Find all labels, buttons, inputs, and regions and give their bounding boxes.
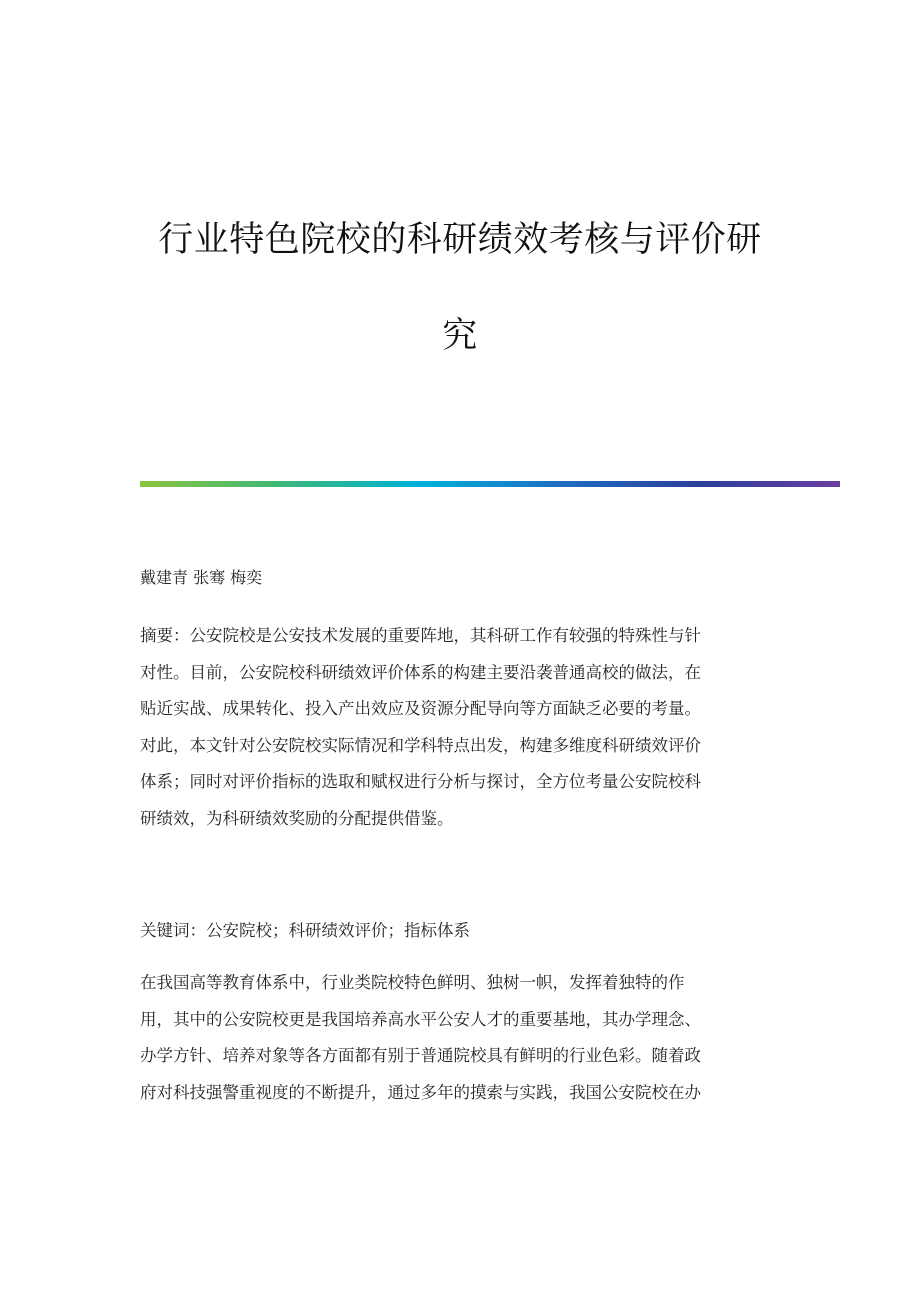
abstract-line: 对此，本文针对公安院校实际情况和学科特点出发，构建多维度科研绩效评价 xyxy=(140,735,701,755)
body-line: 在我国高等教育体系中，行业类院校特色鲜明、独树一帜，发挥着独特的作 xyxy=(140,973,685,992)
abstract-line: 贴近实战、成果转化、投入产出效应及资源分配导向等方面缺乏必要的考量。 xyxy=(140,699,701,718)
abstract-line: 体系；同时对评价指标的选取和赋权进行分析与探讨，全方位考量公安院校科 xyxy=(140,772,701,791)
gradient-divider xyxy=(140,481,840,487)
authors: 戴建青 张骞 梅奕 xyxy=(140,568,263,587)
body-line: 用，其中的公安院校更是我国培养高水平公安人才的重要基地，其办学理念、 xyxy=(140,1009,701,1029)
body-line: 府对科技强警重视度的不断提升，通过多年的摸索与实践，我国公安院校在办 xyxy=(140,1082,701,1102)
body-line: 办学方针、培养对象等各方面都有别于普通院校具有鲜明的行业色彩。随着政 xyxy=(140,1046,701,1065)
body-paragraph xyxy=(140,965,772,1111)
keywords-line: 关键词：公安院校；科研绩效评价；指标体系 xyxy=(140,921,470,940)
abstract-line: 摘要：公安院校是公安技术发展的重要阵地，其科研工作有较强的特殊性与针 xyxy=(140,626,701,645)
keywords xyxy=(140,913,772,950)
page-title-line-2: 究 xyxy=(442,316,478,356)
abstract-line: 研绩效，为科研绩效奖励的分配提供借鉴。 xyxy=(140,808,454,828)
page-title-line-1: 行业特色院校的科研绩效考核与评价研 xyxy=(158,220,762,260)
abstract xyxy=(140,618,772,837)
abstract-line: 对性。目前，公安院校科研绩效评价体系的构建主要沿袭普通高校的做法，在 xyxy=(140,662,701,682)
